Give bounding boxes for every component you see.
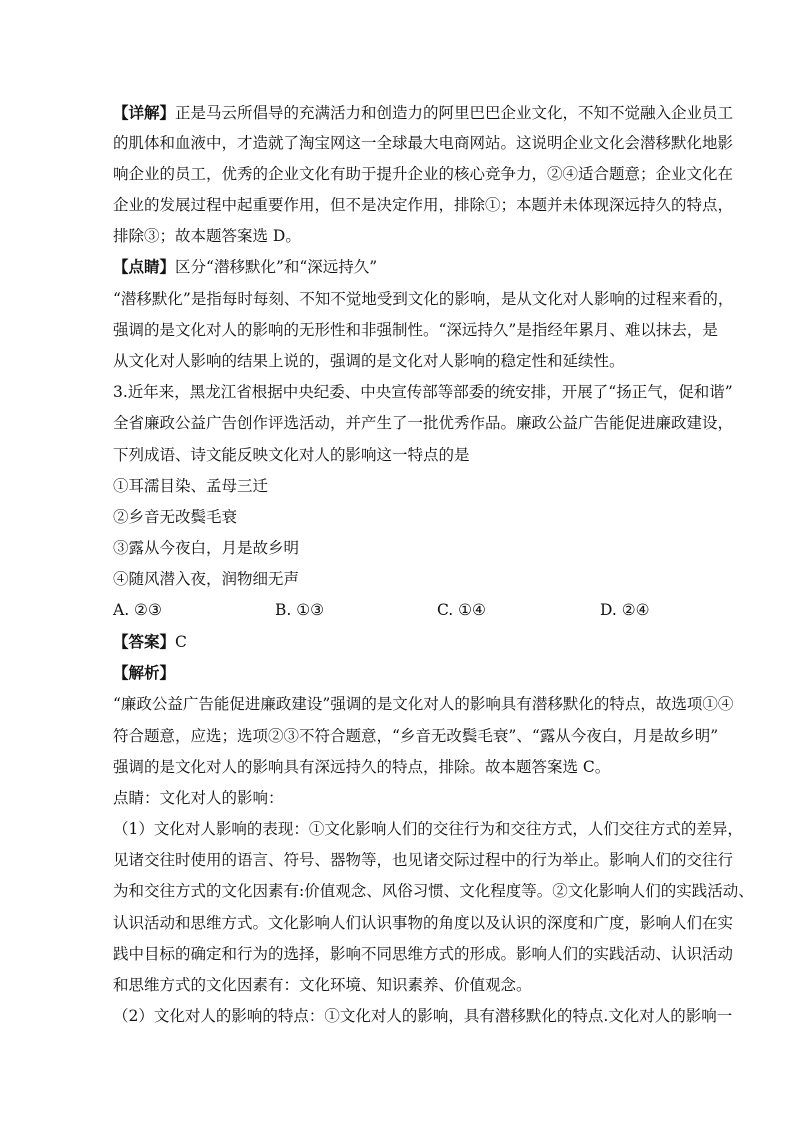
explanation-line-5: 排除③；故本题答案选 D。 [113, 227, 301, 245]
explanation-line-4: 企业的发展过程中起重要作用，但不是决定作用，排除①；本题并未体现深远持久的特点， [113, 196, 734, 214]
tip-line-3: 从文化对人影响的结果上说的，强调的是文化对人影响的稳定性和延续性。 [113, 352, 625, 370]
question-line-3: 下列成语、诗文能反映文化对人的影响这一特点的是 [113, 446, 470, 464]
question-item-3: ③露从今夜白，月是故乡明 [113, 539, 300, 557]
question-line-1: 3.近年来，黑龙江省根据中央纪委、中央宣传部等部委的统安排，开展了“扬正气，促和谐” [113, 383, 733, 401]
option-d: D. ②④ [600, 601, 650, 619]
tip2-line-5: 践中目标的确定和行为的选择，影响不同思维方式的形成。影响人们的实践活动、认识活动 [113, 945, 734, 963]
question-item-4: ④随风潜入夜，润物细无声 [113, 570, 300, 588]
option-a: A. ②③ [113, 601, 162, 619]
tip2-line-2: 见诸交往时使用的语言、符号、器物等，也见诸交际过程中的行为举止。影响人们的交往行 [113, 851, 734, 869]
tip-label: 【点睛】 [113, 257, 176, 276]
tip2-line-4: 认识活动和思维方式。文化影响人们认识事物的角度以及认识的深度和广度，影响人们在实 [113, 914, 734, 932]
tip2-line-7: （2）文化对人的影响的特点：①文化对人的影响，具有潜移默化的特点.文化对人的影响一 [113, 1007, 733, 1025]
tip2-line-3: 为和交往方式的文化因素有:价值观念、风俗习惯、文化程度等。②文化影响人们的实践活动、 [113, 882, 754, 900]
explanation-line-1: 【详解】正是马云所倡导的充满活力和创造力的阿里巴巴企业文化，不知不觉融入企业员工 [113, 103, 734, 122]
answer-value: C [175, 633, 187, 651]
analysis-label: 【解析】 [113, 663, 176, 682]
tip-line-1: “潜移默化”是指每时每刻、不知不觉地受到文化的影响，是从文化对人影响的过程来看的， [113, 290, 734, 308]
analysis-line-1: “廉政公益广告能促进廉政建设”强调的是文化对人的影响具有潜移默化的特点，故选项①④ [113, 695, 734, 713]
answer-line [113, 632, 679, 652]
question-item-1: ①耳濡目染、孟母三迁 [113, 477, 269, 495]
explanation-line-3: 响企业的员工，优秀的企业文化有助于提升企业的核心竞争力，②④适合题意；企业文化在 [113, 165, 734, 183]
explanation-line-2: 的肌体和血液中，才造就了淘宝网这一全球最大电商网站。这说明企业文化会潜移默化地影 [113, 134, 734, 152]
question-line-2: 全省廉政公益广告创作评选活动，并产生了一批优秀作品。廉政公益广告能促进廉政建设， [113, 414, 734, 432]
tip-line-2: 强调的是文化对人的影响的无形性和非强制性。“深远持久”是指经年累月、难以抹去，是 [113, 321, 718, 339]
analysis-line-3: 强调的是文化对人的影响具有深远持久的特点，排除。故本题答案选 C。 [113, 758, 611, 776]
answer-options [113, 600, 679, 622]
tip2-line-1: （1）文化对人影响的表现：①文化影响人们的交往行为和交往方式，人们交往方式的差异， [113, 820, 743, 838]
tip2-heading: 点睛：文化对人的影响： [113, 789, 284, 807]
tip-heading: 【点睛】区分“潜移默化”和“深远持久” [113, 257, 378, 276]
option-b: B. ①③ [275, 601, 325, 619]
tip2-line-6: 和思维方式的文化因素有：文化环境、知识素养、价值观念。 [113, 976, 532, 994]
analysis-line-2: 符合题意，应选；选项②③不符合题意，“乡音无改鬓毛衰”、“露从今夜白，月是故乡明” [113, 727, 719, 745]
answer-label: 【答案】 [113, 632, 176, 651]
question-item-2: ②乡音无改鬓毛衰 [113, 508, 238, 526]
option-c: C. ①④ [437, 601, 486, 619]
explanation-label: 【详解】 [113, 103, 176, 122]
